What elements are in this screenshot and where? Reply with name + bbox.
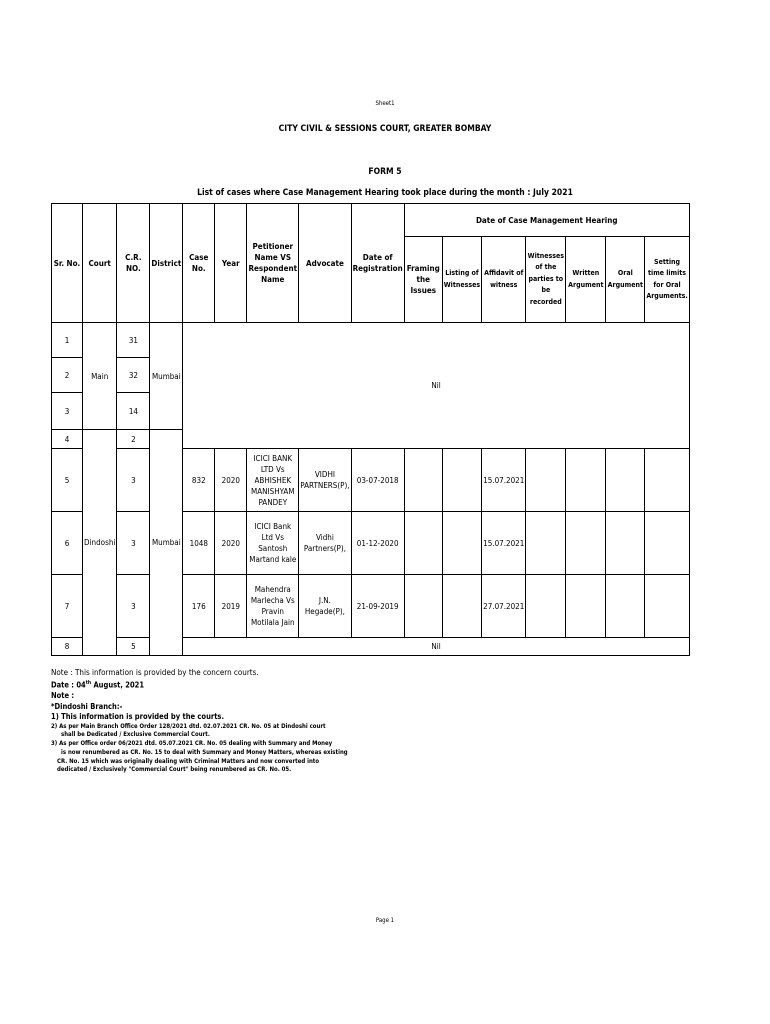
note-point-2b: shall be Dedicated / Exclusive Commercial Court. (61, 731, 210, 739)
cell-cr: 31 (117, 323, 150, 358)
form-label: FORM 5 (368, 167, 402, 177)
cell-cr: 3 (117, 449, 150, 512)
header-advocate: Advocate (299, 204, 351, 323)
header-sr-no: Sr. No. (52, 204, 83, 323)
header-cr-no: C.R. NO. (117, 204, 150, 323)
header-witnesses-recorded: Witnesses of the parties to be recorded (526, 237, 566, 323)
cell-parties: ICICI Bank Ltd Vs Santosh Martand kale (247, 512, 299, 575)
cell-sr: 4 (52, 430, 83, 449)
header-listing: Listing of Witnesses (442, 237, 481, 323)
sheet-label: Sheet1 (375, 100, 395, 107)
note-concern-courts: Note : This information is provided by the concern courts. (51, 668, 259, 677)
cell-oral (606, 512, 645, 575)
header-year: Year (215, 204, 247, 323)
cases-table (51, 203, 690, 656)
cell-cr: 32 (117, 358, 150, 393)
cell-date-registration: 01-12-2020 (351, 512, 404, 575)
header-cmh-group: Date of Case Management Hearing (404, 204, 689, 237)
cell-year: 2019 (215, 575, 247, 638)
court-title: CITY CIVIL & SESSIONS COURT, GREATER BOMBAY (278, 124, 492, 134)
note-point-2a: 2) As per Main Branch Office Order 128/2021 dtd. 02.07.2021 CR. No. 05 at Dindoshi court (51, 722, 326, 730)
notes-section (51, 667, 451, 775)
cell-framing (404, 449, 442, 512)
header-setting-time: Setting time limits for Oral Arguments. (645, 237, 689, 323)
header-affidavit: Affidavit of witness (482, 237, 526, 323)
cell-cr: 3 (117, 512, 150, 575)
cell-date-registration: 03-07-2018 (351, 449, 404, 512)
cell-oral (606, 575, 645, 638)
note-point-3a: 3) As per Office order 06/2021 dtd. 05.07.2021 CR. No. 05 dealing with Summary and Money (51, 740, 333, 748)
cell-affidavit: 27.07.2021 (482, 575, 526, 638)
header-oral-argument: Oral Argument (606, 237, 645, 323)
cell-nil-block: Nil (183, 323, 689, 449)
header-court: Court (83, 204, 117, 323)
cell-nil-row: Nil (183, 638, 689, 656)
cell-case-no: 832 (183, 449, 215, 512)
cell-affidavit: 15.07.2021 (482, 512, 526, 575)
header-date-registration: Date of Registration (351, 204, 404, 323)
report-subtitle: List of cases where Case Management Hearing took place during the month : July 2021 (197, 188, 573, 198)
cell-sr: 2 (52, 358, 83, 393)
cell-witnesses (526, 449, 566, 512)
cell-cr: 3 (117, 575, 150, 638)
cell-sr: 7 (52, 575, 83, 638)
cell-witnesses (526, 575, 566, 638)
note-point-1: 1) This information is provided by the courts. (51, 712, 225, 721)
cell-framing (404, 575, 442, 638)
cell-sr: 1 (52, 323, 83, 358)
note-point-3c: CR. No. 15 which was originally dealing with Criminal Matters and now converted into (57, 757, 320, 765)
cell-listing (442, 449, 481, 512)
header-framing: Framing the Issues (404, 237, 442, 323)
cell-case-no: 1048 (183, 512, 215, 575)
cell-listing (442, 575, 481, 638)
cell-year: 2020 (215, 512, 247, 575)
note-label: Note : (51, 691, 75, 700)
page-footer: Page 1 (375, 917, 395, 924)
header-district: District (150, 204, 183, 323)
cell-affidavit: 15.07.2021 (482, 449, 526, 512)
note-point-3b: is now renumbered as CR. No. 15 to deal with Summary and Money Matters, whereas existing (61, 748, 348, 756)
note-date (51, 678, 451, 691)
cell-advocate: Vidhi Partners(P), (299, 512, 351, 575)
cell-framing (404, 512, 442, 575)
note-date-sup: th (85, 680, 92, 686)
cell-advocate: J.N. Hegade(P), (299, 575, 351, 638)
cell-written (566, 575, 606, 638)
cell-sr: 5 (52, 449, 83, 512)
note-branch: *Dindoshi Branch:- (51, 701, 123, 711)
cell-court-dindoshi: Dindoshi (83, 430, 117, 656)
cell-advocate: VIDHI PARTNERS(P), (299, 449, 351, 512)
cell-parties: ICICI BANK LTD Vs ABHISHEK MANISHYAM PANDEY (247, 449, 299, 512)
cell-written (566, 449, 606, 512)
note-date-suffix: August, 2021 (91, 680, 145, 690)
cell-cr: 2 (117, 430, 150, 449)
cell-case-no: 176 (183, 575, 215, 638)
header-petitioner: Petitioner Name VS Respondent Name (247, 204, 299, 323)
cell-sr: 6 (52, 512, 83, 575)
cell-witnesses (526, 512, 566, 575)
cell-date-registration: 21-09-2019 (351, 575, 404, 638)
cell-setting (645, 575, 689, 638)
cell-cr: 14 (117, 393, 150, 430)
cell-setting (645, 512, 689, 575)
cell-cr: 5 (117, 638, 150, 656)
cell-sr: 3 (52, 393, 83, 430)
cell-oral (606, 449, 645, 512)
header-case-no: Case No. (183, 204, 215, 323)
cell-written (566, 512, 606, 575)
cell-year: 2020 (215, 449, 247, 512)
cell-court-main: Main (83, 323, 117, 430)
cell-setting (645, 449, 689, 512)
cell-district-mumbai: Mumbai (150, 430, 183, 656)
note-date-prefix: Date : 04 (51, 680, 86, 690)
cell-sr: 8 (52, 638, 83, 656)
cell-district-mumbai: Mumbai (150, 323, 183, 430)
cell-parties: Mahendra Marlecha Vs Pravin Motilala Jain (247, 575, 299, 638)
header-written-argument: Written Argument (566, 237, 606, 323)
cell-listing (442, 512, 481, 575)
note-point-3d: dedicated / Exclusively "Commercial Court" being renumbered as CR. No. 05. (57, 766, 292, 774)
